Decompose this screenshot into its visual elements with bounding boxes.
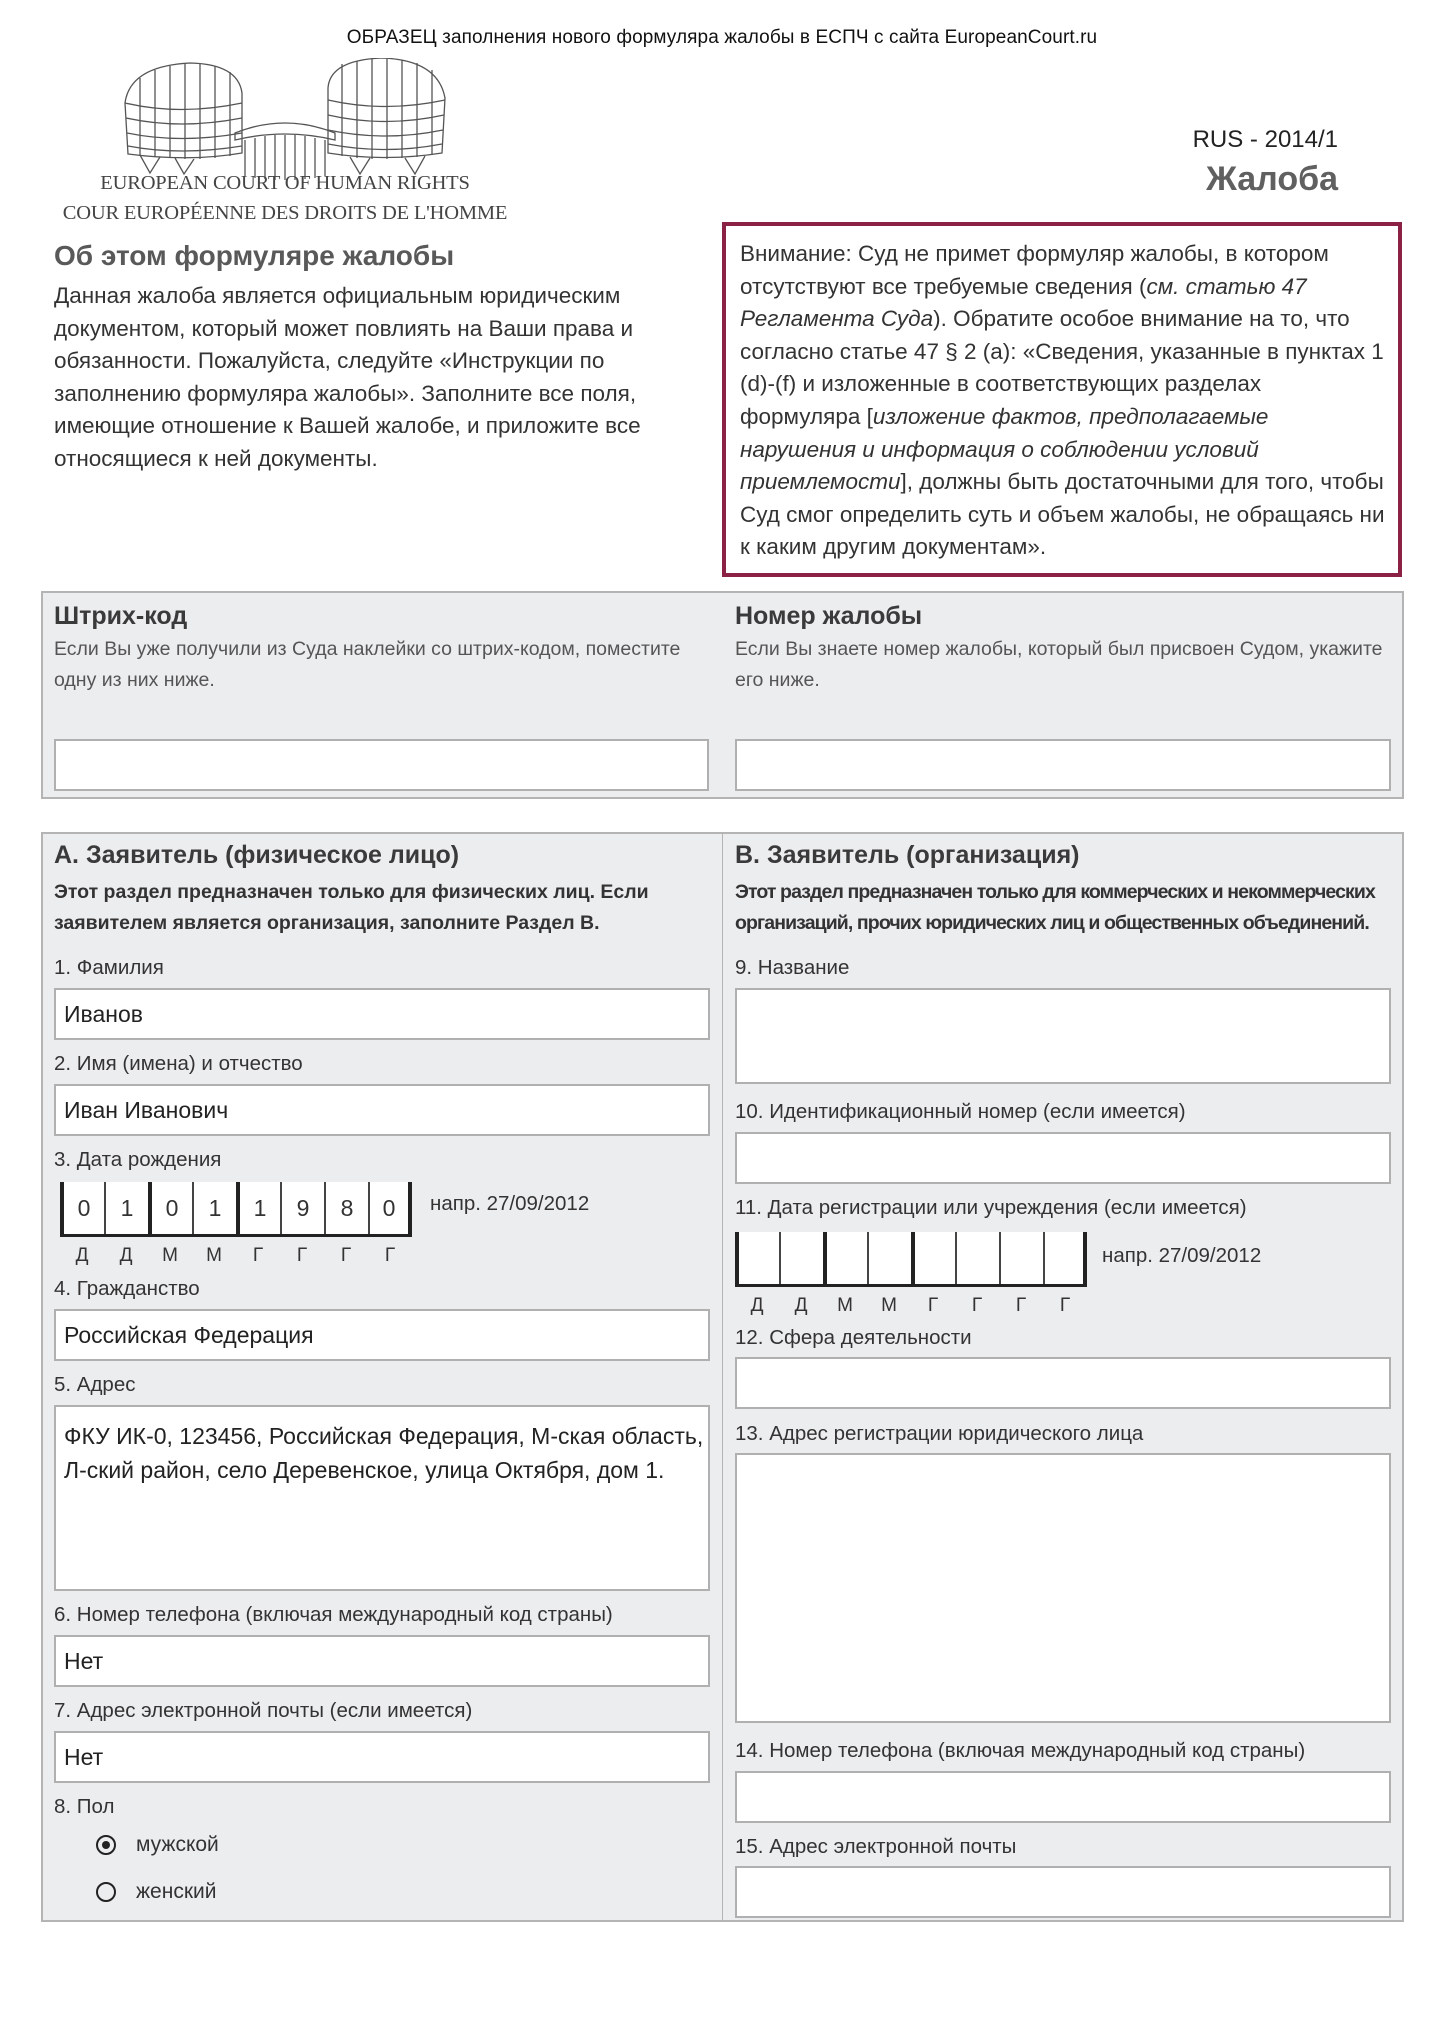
section-b-title: В. Заявитель (организация) <box>735 841 1080 869</box>
reg-date-digit[interactable] <box>867 1232 911 1284</box>
warning-notice <box>722 222 1402 577</box>
section-a-subtitle: Этот раздел предназначен только для физических лиц. Если заявителем является организация, заполните Раздел В. <box>54 881 649 934</box>
about-body: Данная жалоба является официальным юридическим документом, который может повлиять на Ваши права и обязанности. Пожалуйста, следуйте «Инструкции по заполнению формуляра жалобы». Заполните все поля, имеющие отношение к Вашей жалобе, и приложите все относящиеся к ней документы. <box>54 283 641 471</box>
date-caption: М <box>837 1295 853 1316</box>
org-email-field[interactable] <box>735 1866 1391 1918</box>
birth-date-digit[interactable]: 8 <box>324 1182 368 1234</box>
birth-date-digit[interactable]: 1 <box>104 1182 148 1234</box>
notice-italic: см. статью 47 Регламента Суда <box>740 273 1307 332</box>
birth-date-example: напр. 27/09/2012 <box>430 1192 590 1215</box>
activity-field[interactable] <box>735 1357 1391 1409</box>
sex-option-label: женский <box>136 1880 217 1903</box>
reg-date-digit[interactable] <box>911 1232 955 1284</box>
radio-selected-icon[interactable] <box>96 1835 116 1855</box>
radio-unselected-icon[interactable] <box>96 1882 116 1902</box>
birth-date-digit[interactable]: 0 <box>148 1182 192 1234</box>
reg-date-captions <box>735 1295 1087 1317</box>
reg-date-digit[interactable] <box>955 1232 999 1284</box>
notice-text: ). Обратите особое внимание на то, что согласно статье 47 § 2 (а): «Сведения, указанные в пунктах 1 (d)-(f) и изложенные в соответствующих разделах формуляра [ <box>740 306 1384 429</box>
date-caption: Д <box>794 1295 808 1316</box>
reg-date-digit[interactable] <box>1043 1232 1087 1284</box>
section-divider <box>722 833 723 1921</box>
reg-date-digit[interactable] <box>999 1232 1043 1284</box>
reg-date-digit[interactable] <box>735 1232 779 1284</box>
sex-option-male[interactable] <box>96 1833 219 1857</box>
address-field[interactable]: ФКУ ИК-0, 123456, Российская Федерация, М-ская область, Л-ский район, село Деревенское, улица Октября, дом 1. <box>54 1405 710 1591</box>
birth-date-digit[interactable]: 1 <box>192 1182 236 1234</box>
email-label: 7. Адрес электронной почты (если имеется) <box>54 1699 473 1722</box>
org-phone-field[interactable] <box>735 1771 1391 1823</box>
application-number-title: Номер жалобы <box>735 602 923 630</box>
sex-label: 8. Пол <box>54 1795 115 1818</box>
org-email-label: 15. Адрес электронной почты <box>735 1835 1017 1858</box>
date-caption: Г <box>252 1245 264 1266</box>
activity-label: 12. Сфера деятельности <box>735 1326 972 1349</box>
date-caption: Г <box>296 1245 308 1266</box>
date-caption: Д <box>75 1245 89 1266</box>
section-b-subtitle: Этот раздел предназначен только для коммерческих и некоммерческих организаций, прочих юридических лиц и общественных объединений. <box>735 881 1375 934</box>
sex-option-label: мужской <box>136 1833 219 1856</box>
reg-address-label: 13. Адрес регистрации юридического лица <box>735 1422 1144 1445</box>
first-names-label: 2. Имя (имена) и отчество <box>54 1052 303 1075</box>
reg-date-grid[interactable] <box>735 1232 1087 1287</box>
notice-text: Внимание: Суд не примет формуляр жалобы, в котором отсутствуют все требуемые сведения ( <box>740 241 1329 299</box>
phone-label: 6. Номер телефона (включая международный код страны) <box>54 1603 613 1626</box>
barcode-hint: Если Вы уже получили из Суда наклейки со штрих-кодом, поместите одну из них ниже. <box>54 638 681 691</box>
nationality-label: 4. Гражданство <box>54 1277 200 1300</box>
court-name-fr: COUR EUROPÉENNE DES DROITS DE L'HOMME <box>62 202 508 224</box>
surname-field[interactable]: Иванов <box>54 988 710 1040</box>
date-caption: Д <box>750 1295 764 1316</box>
barcode-title: Штрих-код <box>54 602 188 630</box>
date-caption: М <box>162 1245 178 1266</box>
date-caption: Г <box>1059 1295 1071 1316</box>
birth-date-input[interactable] <box>60 1182 412 1267</box>
id-number-field[interactable] <box>735 1132 1391 1184</box>
date-caption: Г <box>340 1245 352 1266</box>
date-caption: М <box>206 1245 222 1266</box>
birth-date-digit[interactable]: 1 <box>236 1182 280 1234</box>
birth-date-digit[interactable]: 9 <box>280 1182 324 1234</box>
org-phone-label: 14. Номер телефона (включая международный код страны) <box>735 1739 1306 1762</box>
first-names-field[interactable]: Иван Иванович <box>54 1084 710 1136</box>
org-name-field[interactable] <box>735 988 1391 1084</box>
date-caption: Д <box>119 1245 133 1266</box>
notice-text: ], должны быть достаточными для того, чтобы Суд смог определить суть и объем жалобы, не обращаясь ни к каким другим документам». <box>740 469 1385 560</box>
reg-date-digit[interactable] <box>779 1232 823 1284</box>
surname-label: 1. Фамилия <box>54 956 164 979</box>
about-title: Об этом формуляре жалобы <box>54 240 455 271</box>
form-code: RUS - 2014/1 <box>1192 126 1338 153</box>
birth-date-grid[interactable] <box>60 1182 412 1237</box>
section-a-title: А. Заявитель (физическое лицо) <box>54 841 460 869</box>
sample-watermark: ОБРАЗЕЦ заполнения нового формуляра жалобы в ЕСПЧ с сайта EuropeanCourt.ru <box>346 27 1098 48</box>
birth-date-digit[interactable]: 0 <box>368 1182 412 1234</box>
sex-option-female[interactable] <box>96 1880 216 1904</box>
date-caption: Г <box>384 1245 396 1266</box>
notice-italic: изложение фактов, предполагаемые нарушения и информация о соблюдении условий приемлемости <box>740 403 1269 495</box>
reg-date-digit[interactable] <box>823 1232 867 1284</box>
phone-field[interactable]: Нет <box>54 1635 710 1687</box>
address-label: 5. Адрес <box>54 1373 136 1396</box>
nationality-field[interactable]: Российская Федерация <box>54 1309 710 1361</box>
birth-date-captions <box>60 1245 412 1267</box>
reg-date-input[interactable] <box>735 1232 1087 1317</box>
email-field[interactable]: Нет <box>54 1731 710 1783</box>
date-caption: Г <box>1015 1295 1027 1316</box>
court-name-en: EUROPEAN COURT OF HUMAN RIGHTS <box>100 172 470 194</box>
birth-date-digit[interactable]: 0 <box>60 1182 104 1234</box>
reg-date-label: 11. Дата регистрации или учреждения (если имеется) <box>735 1196 1247 1219</box>
form-title: Жалоба <box>1206 160 1338 198</box>
date-caption: Г <box>971 1295 983 1316</box>
application-number-hint: Если Вы знаете номер жалобы, который был присвоен Судом, укажите его ниже. <box>735 638 1383 691</box>
application-number-field[interactable] <box>735 739 1391 791</box>
court-building-icon <box>120 58 450 183</box>
id-number-label: 10. Идентификационный номер (если имеется) <box>735 1100 1186 1123</box>
reg-date-example: напр. 27/09/2012 <box>1102 1244 1262 1267</box>
date-caption: М <box>881 1295 897 1316</box>
org-name-label: 9. Название <box>735 956 850 979</box>
date-caption: Г <box>927 1295 939 1316</box>
reg-address-field[interactable] <box>735 1453 1391 1723</box>
birth-date-label: 3. Дата рождения <box>54 1148 222 1171</box>
barcode-field[interactable] <box>54 739 709 791</box>
